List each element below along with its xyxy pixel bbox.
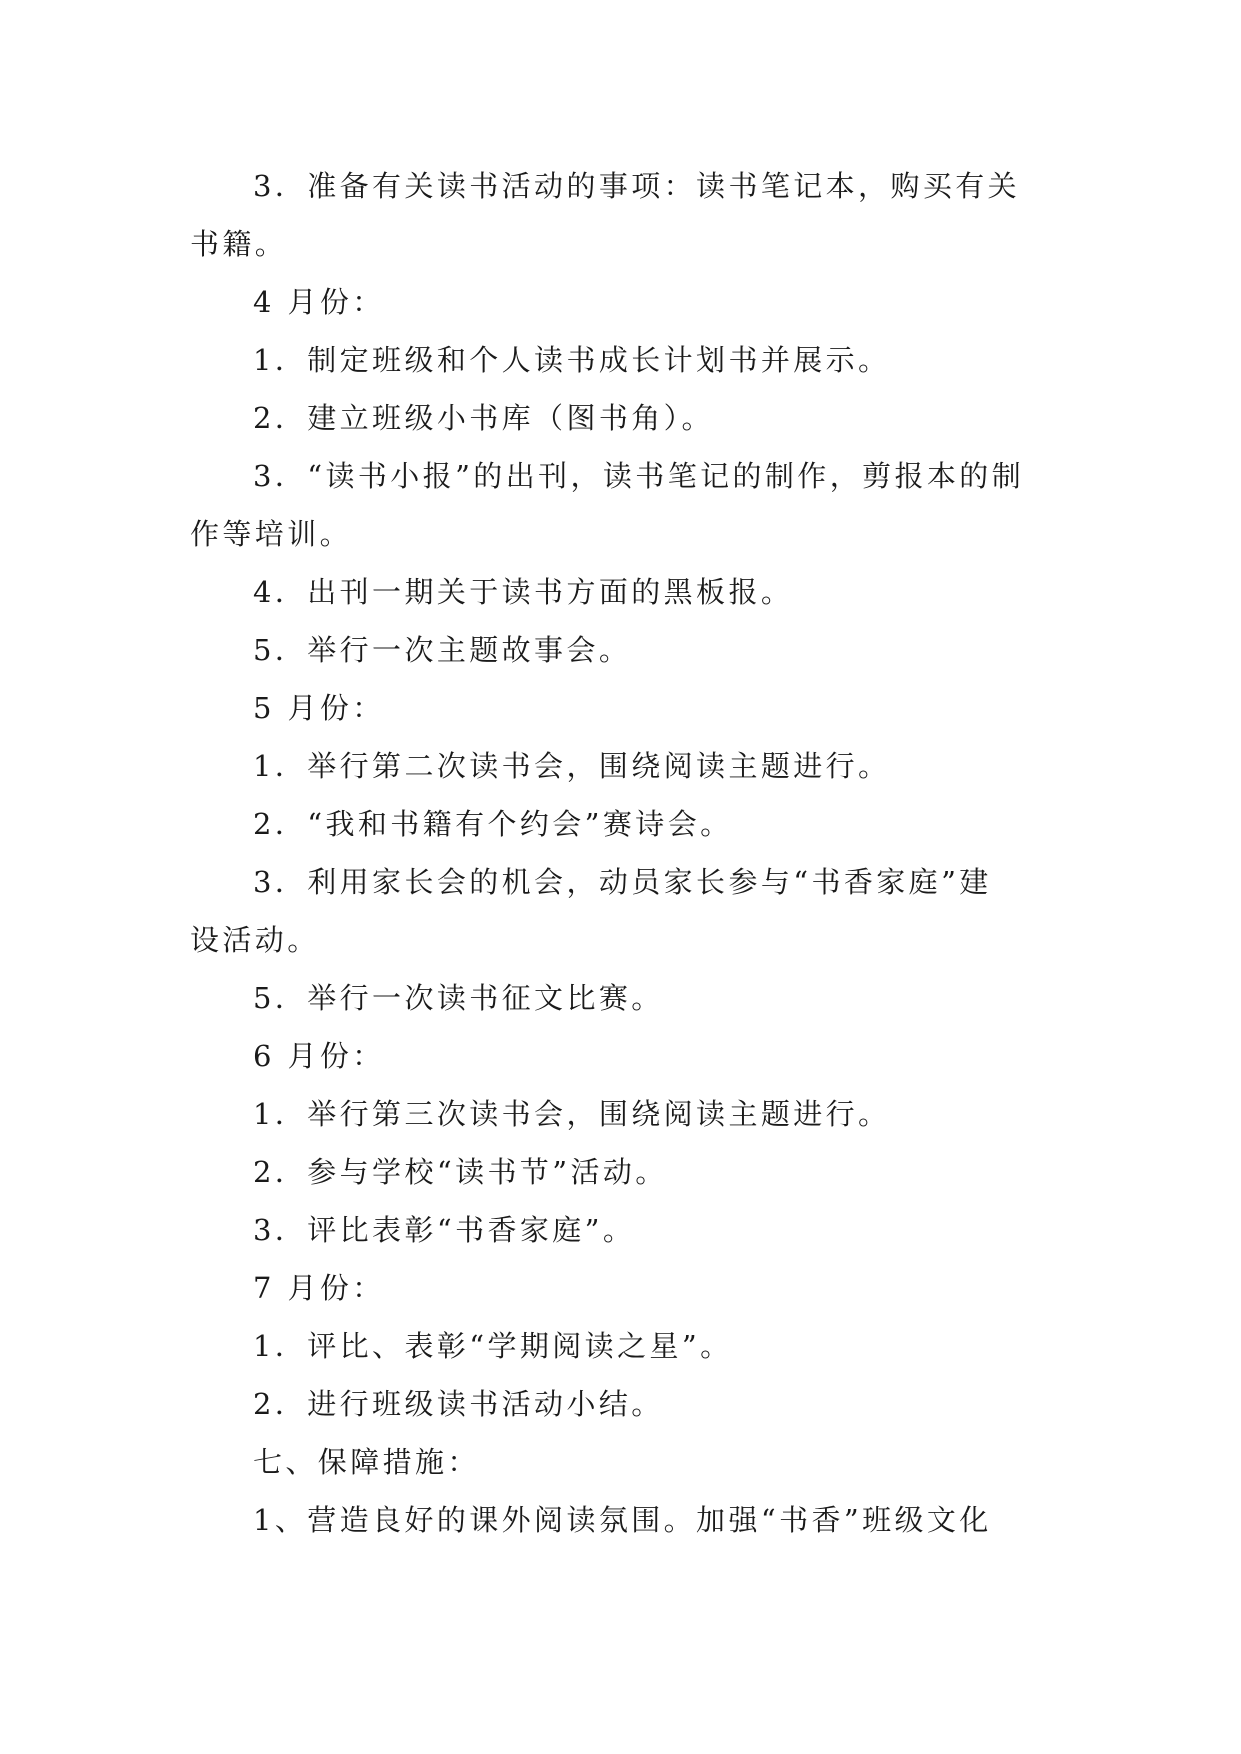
text-line: 2．进行班级读书活动小结。 xyxy=(253,1387,664,1421)
text-line: 1．举行第三次读书会，围绕阅读主题进行。 xyxy=(253,1097,891,1131)
text-line: 2．建立班级小书库（图书角）。 xyxy=(253,401,714,435)
text-line: 作等培训。 xyxy=(190,517,353,551)
document-body xyxy=(190,157,1052,1549)
text-line: 2．参与学校“读书节”活动。 xyxy=(253,1155,668,1189)
text-line: 3．“读书小报”的出刊，读书笔记的制作，剪报本的制 xyxy=(253,459,1025,493)
text-line: 5．举行一次主题故事会。 xyxy=(253,633,632,667)
month-heading: 6 月份： xyxy=(253,1039,385,1073)
text-line: 设活动。 xyxy=(190,923,320,957)
text-line: 书籍。 xyxy=(190,227,288,261)
month-heading: 7 月份： xyxy=(253,1271,385,1305)
text-line: 5．举行一次读书征文比赛。 xyxy=(253,981,664,1015)
text-line: 3．准备有关读书活动的事项：读书笔记本，购买有关 xyxy=(253,169,1021,203)
text-line: 3．评比表彰“书香家庭”。 xyxy=(253,1213,636,1247)
text-line: 1．评比、表彰“学期阅读之星”。 xyxy=(253,1329,733,1363)
text-line: 1．制定班级和个人读书成长计划书并展示。 xyxy=(253,343,891,377)
text-line: 1、营造良好的课外阅读氛围。加强“书香”班级文化 xyxy=(253,1503,992,1537)
text-line: 4．出刊一期关于读书方面的黑板报。 xyxy=(253,575,794,609)
text-line: 2．“我和书籍有个约会”赛诗会。 xyxy=(253,807,733,841)
text-line: 1．举行第二次读书会，围绕阅读主题进行。 xyxy=(253,749,891,783)
month-heading: 4 月份： xyxy=(253,285,385,319)
month-heading: 5 月份： xyxy=(253,691,385,725)
section-heading: 七、保障措施： xyxy=(253,1445,480,1479)
text-line: 3．利用家长会的机会，动员家长参与“书香家庭”建 xyxy=(253,865,992,899)
